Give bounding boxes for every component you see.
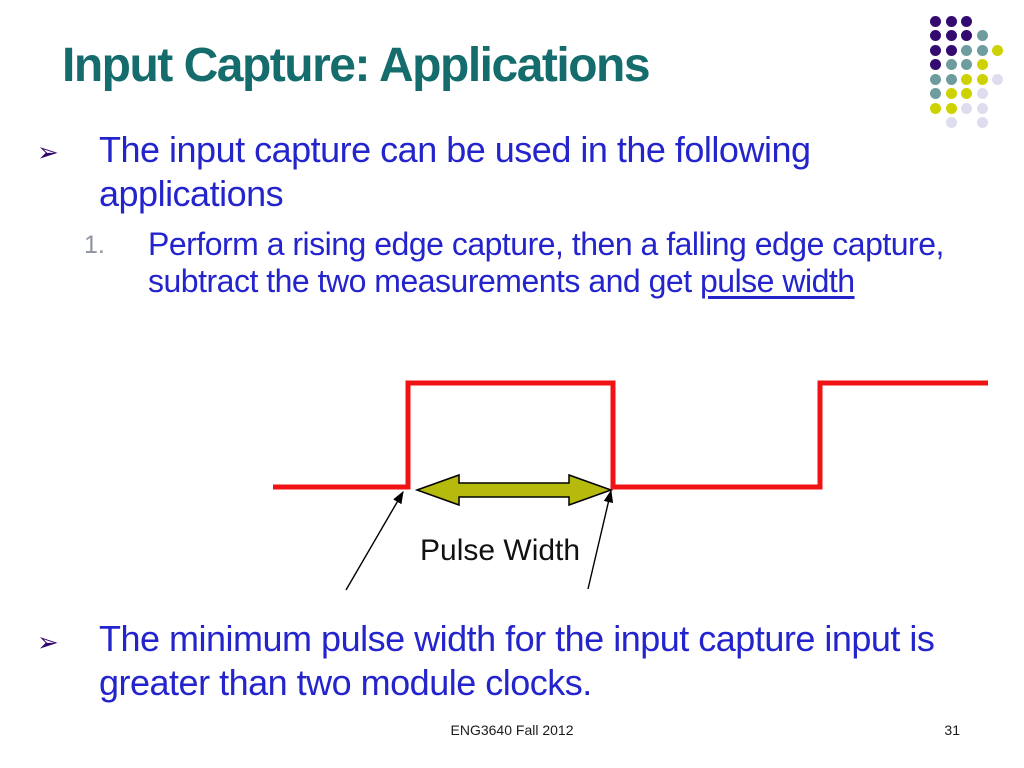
waveform-signal-line <box>273 383 988 487</box>
dot <box>930 88 941 99</box>
dot <box>930 103 941 114</box>
dot <box>977 117 988 128</box>
dot <box>961 30 972 41</box>
dot <box>930 45 941 56</box>
numbered-item-1 <box>148 226 944 300</box>
bullet-item-1 <box>99 128 810 216</box>
dot <box>977 30 988 41</box>
dot <box>946 16 957 27</box>
dot <box>946 88 957 99</box>
dot <box>930 30 941 41</box>
decorative-dots <box>928 14 1006 130</box>
dot <box>930 16 941 27</box>
bullet-arrow-icon: ➢ <box>37 627 59 657</box>
bullet-1-line-1: The input capture can be used in the following <box>99 129 811 170</box>
dot <box>977 45 988 56</box>
dot <box>977 103 988 114</box>
slide-number: 31 <box>944 722 960 738</box>
bullet-arrow-icon: ➢ <box>37 137 59 167</box>
dot <box>961 103 972 114</box>
dot <box>977 88 988 99</box>
numbered-line-1: Perform a rising edge capture, then a falling edge capture, <box>148 226 944 262</box>
list-number: 1. <box>84 231 105 259</box>
callout-arrow-left <box>346 492 403 590</box>
dot <box>961 88 972 99</box>
dot <box>946 45 957 56</box>
bullet-1-line-2: applications <box>99 173 284 214</box>
callout-arrow-right <box>588 491 611 589</box>
dot <box>977 59 988 70</box>
dot <box>946 74 957 85</box>
bullet-item-2 <box>99 617 934 705</box>
dot <box>977 74 988 85</box>
pulse-width-label: Pulse Width <box>420 534 581 567</box>
dot <box>946 30 957 41</box>
pulse-width-underlined-text: pulse width <box>699 263 855 299</box>
bullet-2-line-1: The minimum pulse width for the input capture input is <box>99 618 935 659</box>
dot <box>930 74 941 85</box>
numbered-line-2-prefix: subtract the two measurements and get <box>148 263 700 299</box>
dot <box>961 59 972 70</box>
dot <box>961 45 972 56</box>
dot <box>961 74 972 85</box>
dot <box>992 74 1003 85</box>
pulse-width-double-arrow <box>417 475 611 505</box>
bullet-2-line-2: greater than two module clocks. <box>99 662 592 703</box>
dot <box>946 59 957 70</box>
numbered-line-2 <box>148 263 944 300</box>
dot <box>961 16 972 27</box>
page-title: Input Capture: Applications <box>62 39 650 92</box>
dot <box>946 103 957 114</box>
footer-course-label: ENG3640 Fall 2012 <box>450 722 574 738</box>
dot <box>992 45 1003 56</box>
dot <box>930 59 941 70</box>
dot <box>946 117 957 128</box>
